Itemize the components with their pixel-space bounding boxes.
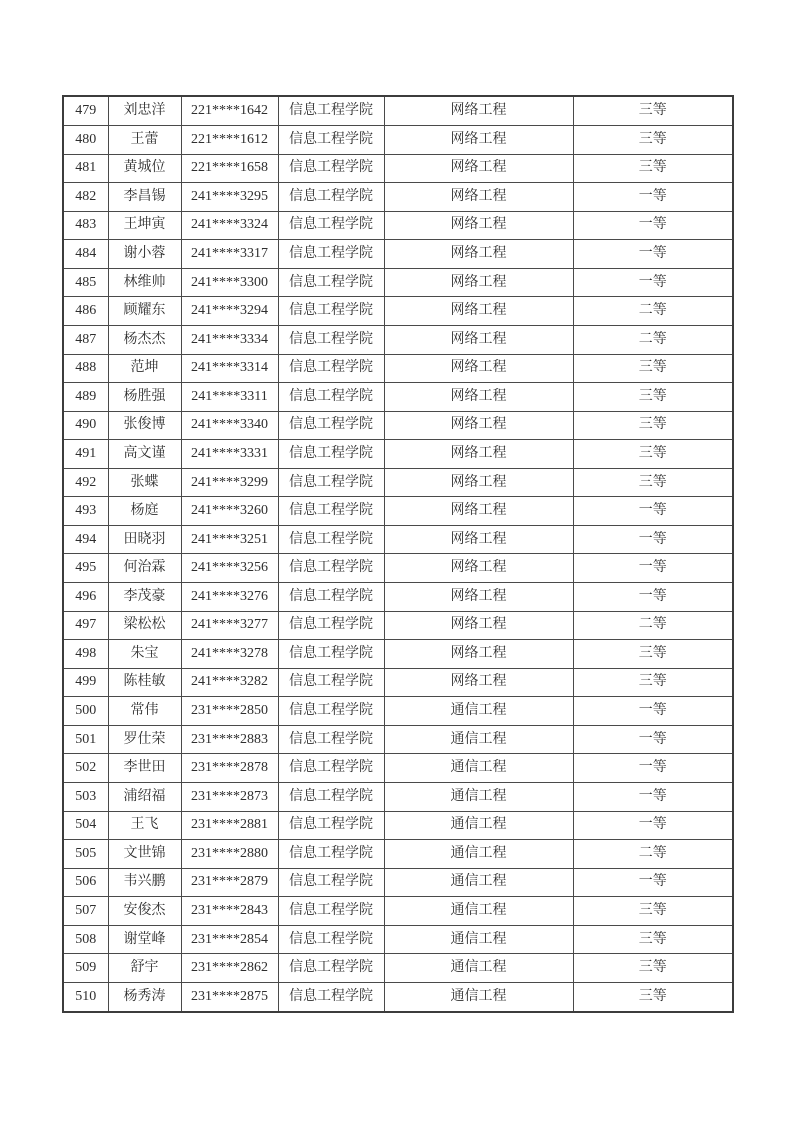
cell-award: 一等 [573, 554, 733, 583]
cell-major: 网络工程 [384, 468, 573, 497]
cell-name: 浦绍福 [108, 782, 181, 811]
cell-award: 三等 [573, 982, 733, 1012]
table-row [63, 640, 733, 669]
cell-student_id: 231****2880 [181, 840, 278, 869]
cell-major: 网络工程 [384, 183, 573, 212]
cell-college: 信息工程学院 [278, 468, 384, 497]
cell-college: 信息工程学院 [278, 554, 384, 583]
cell-student_id: 241****3251 [181, 525, 278, 554]
cell-award: 三等 [573, 468, 733, 497]
cell-name: 李昌锡 [108, 183, 181, 212]
cell-college: 信息工程学院 [278, 240, 384, 269]
cell-major: 网络工程 [384, 611, 573, 640]
cell-major: 网络工程 [384, 583, 573, 612]
cell-student_id: 241****3299 [181, 468, 278, 497]
award-list-table [62, 95, 734, 1013]
cell-major: 网络工程 [384, 668, 573, 697]
cell-student_id: 241****3334 [181, 325, 278, 354]
cell-index: 491 [63, 440, 108, 469]
cell-student_id: 231****2881 [181, 811, 278, 840]
cell-student_id: 231****2879 [181, 868, 278, 897]
table-row [63, 126, 733, 155]
cell-award: 一等 [573, 525, 733, 554]
cell-major: 网络工程 [384, 497, 573, 526]
cell-name: 常伟 [108, 697, 181, 726]
cell-award: 一等 [573, 697, 733, 726]
cell-college: 信息工程学院 [278, 782, 384, 811]
cell-index: 493 [63, 497, 108, 526]
cell-index: 490 [63, 411, 108, 440]
cell-major: 网络工程 [384, 297, 573, 326]
cell-major: 网络工程 [384, 96, 573, 126]
cell-award: 一等 [573, 183, 733, 212]
cell-college: 信息工程学院 [278, 697, 384, 726]
cell-college: 信息工程学院 [278, 868, 384, 897]
cell-name: 王飞 [108, 811, 181, 840]
cell-index: 504 [63, 811, 108, 840]
cell-major: 通信工程 [384, 897, 573, 926]
cell-college: 信息工程学院 [278, 126, 384, 155]
table-row [63, 297, 733, 326]
cell-college: 信息工程学院 [278, 268, 384, 297]
cell-award: 二等 [573, 325, 733, 354]
cell-college: 信息工程学院 [278, 154, 384, 183]
cell-major: 网络工程 [384, 126, 573, 155]
table-body [63, 96, 733, 1012]
cell-student_id: 231****2854 [181, 925, 278, 954]
cell-student_id: 221****1658 [181, 154, 278, 183]
table-row [63, 583, 733, 612]
table-row [63, 497, 733, 526]
cell-college: 信息工程学院 [278, 440, 384, 469]
cell-college: 信息工程学院 [278, 954, 384, 983]
cell-college: 信息工程学院 [278, 840, 384, 869]
cell-major: 网络工程 [384, 240, 573, 269]
cell-major: 网络工程 [384, 440, 573, 469]
table-row [63, 468, 733, 497]
table-row [63, 411, 733, 440]
cell-college: 信息工程学院 [278, 525, 384, 554]
cell-name: 李茂豪 [108, 583, 181, 612]
cell-student_id: 241****3276 [181, 583, 278, 612]
cell-index: 498 [63, 640, 108, 669]
cell-student_id: 241****3277 [181, 611, 278, 640]
cell-student_id: 241****3324 [181, 211, 278, 240]
cell-name: 罗仕荣 [108, 725, 181, 754]
cell-student_id: 221****1612 [181, 126, 278, 155]
cell-award: 三等 [573, 383, 733, 412]
cell-name: 张俊博 [108, 411, 181, 440]
cell-award: 一等 [573, 583, 733, 612]
cell-student_id: 241****3300 [181, 268, 278, 297]
cell-major: 通信工程 [384, 982, 573, 1012]
cell-college: 信息工程学院 [278, 982, 384, 1012]
table-row [63, 725, 733, 754]
table-row [63, 868, 733, 897]
cell-name: 陈桂敏 [108, 668, 181, 697]
cell-student_id: 241****3256 [181, 554, 278, 583]
cell-award: 一等 [573, 725, 733, 754]
cell-student_id: 231****2883 [181, 725, 278, 754]
cell-award: 一等 [573, 211, 733, 240]
table-row [63, 668, 733, 697]
cell-student_id: 241****3331 [181, 440, 278, 469]
cell-name: 何治霖 [108, 554, 181, 583]
cell-index: 483 [63, 211, 108, 240]
cell-award: 一等 [573, 240, 733, 269]
cell-college: 信息工程学院 [278, 811, 384, 840]
cell-major: 通信工程 [384, 754, 573, 783]
cell-name: 韦兴鹏 [108, 868, 181, 897]
cell-index: 497 [63, 611, 108, 640]
cell-student_id: 231****2878 [181, 754, 278, 783]
table-row [63, 554, 733, 583]
cell-award: 一等 [573, 811, 733, 840]
cell-index: 502 [63, 754, 108, 783]
table-row [63, 925, 733, 954]
table-row [63, 383, 733, 412]
cell-index: 496 [63, 583, 108, 612]
cell-major: 通信工程 [384, 954, 573, 983]
cell-index: 489 [63, 383, 108, 412]
cell-name: 安俊杰 [108, 897, 181, 926]
cell-name: 刘忠洋 [108, 96, 181, 126]
cell-name: 林维帅 [108, 268, 181, 297]
cell-student_id: 241****3294 [181, 297, 278, 326]
cell-major: 网络工程 [384, 640, 573, 669]
cell-major: 网络工程 [384, 211, 573, 240]
cell-college: 信息工程学院 [278, 297, 384, 326]
cell-major: 网络工程 [384, 383, 573, 412]
cell-student_id: 231****2875 [181, 982, 278, 1012]
cell-index: 485 [63, 268, 108, 297]
table-row [63, 754, 733, 783]
cell-student_id: 231****2843 [181, 897, 278, 926]
cell-college: 信息工程学院 [278, 668, 384, 697]
cell-award: 三等 [573, 668, 733, 697]
cell-award: 三等 [573, 954, 733, 983]
cell-name: 王蕾 [108, 126, 181, 155]
cell-index: 492 [63, 468, 108, 497]
cell-major: 网络工程 [384, 325, 573, 354]
cell-award: 三等 [573, 354, 733, 383]
cell-award: 一等 [573, 782, 733, 811]
cell-award: 一等 [573, 268, 733, 297]
cell-award: 一等 [573, 497, 733, 526]
cell-index: 488 [63, 354, 108, 383]
cell-student_id: 221****1642 [181, 96, 278, 126]
cell-college: 信息工程学院 [278, 183, 384, 212]
table-row [63, 525, 733, 554]
cell-index: 510 [63, 982, 108, 1012]
cell-name: 黄城位 [108, 154, 181, 183]
cell-student_id: 241****3340 [181, 411, 278, 440]
cell-name: 范坤 [108, 354, 181, 383]
cell-index: 508 [63, 925, 108, 954]
table-row [63, 154, 733, 183]
cell-student_id: 241****3317 [181, 240, 278, 269]
cell-college: 信息工程学院 [278, 897, 384, 926]
cell-student_id: 241****3282 [181, 668, 278, 697]
cell-index: 500 [63, 697, 108, 726]
table-row [63, 782, 733, 811]
table-row [63, 354, 733, 383]
table-row [63, 697, 733, 726]
cell-college: 信息工程学院 [278, 96, 384, 126]
cell-index: 494 [63, 525, 108, 554]
cell-index: 509 [63, 954, 108, 983]
cell-award: 三等 [573, 154, 733, 183]
cell-award: 三等 [573, 411, 733, 440]
cell-index: 487 [63, 325, 108, 354]
cell-college: 信息工程学院 [278, 640, 384, 669]
cell-award: 三等 [573, 126, 733, 155]
cell-major: 网络工程 [384, 525, 573, 554]
table-row [63, 183, 733, 212]
cell-college: 信息工程学院 [278, 325, 384, 354]
cell-name: 田晓羽 [108, 525, 181, 554]
cell-college: 信息工程学院 [278, 925, 384, 954]
cell-name: 高文谨 [108, 440, 181, 469]
cell-college: 信息工程学院 [278, 725, 384, 754]
cell-major: 网络工程 [384, 354, 573, 383]
cell-index: 506 [63, 868, 108, 897]
cell-index: 499 [63, 668, 108, 697]
cell-major: 通信工程 [384, 725, 573, 754]
cell-major: 网络工程 [384, 411, 573, 440]
cell-name: 顾耀东 [108, 297, 181, 326]
cell-college: 信息工程学院 [278, 497, 384, 526]
cell-name: 谢堂峰 [108, 925, 181, 954]
cell-college: 信息工程学院 [278, 354, 384, 383]
cell-major: 通信工程 [384, 782, 573, 811]
cell-student_id: 241****3260 [181, 497, 278, 526]
cell-student_id: 241****3295 [181, 183, 278, 212]
cell-award: 二等 [573, 297, 733, 326]
cell-college: 信息工程学院 [278, 383, 384, 412]
cell-name: 谢小蓉 [108, 240, 181, 269]
cell-index: 482 [63, 183, 108, 212]
cell-award: 三等 [573, 897, 733, 926]
cell-index: 479 [63, 96, 108, 126]
table-row [63, 268, 733, 297]
cell-index: 481 [63, 154, 108, 183]
cell-index: 503 [63, 782, 108, 811]
table-row [63, 325, 733, 354]
table-row [63, 840, 733, 869]
cell-name: 杨杰杰 [108, 325, 181, 354]
cell-index: 495 [63, 554, 108, 583]
cell-award: 三等 [573, 640, 733, 669]
cell-award: 三等 [573, 925, 733, 954]
cell-major: 网络工程 [384, 268, 573, 297]
table-row [63, 96, 733, 126]
cell-college: 信息工程学院 [278, 611, 384, 640]
cell-name: 文世锦 [108, 840, 181, 869]
cell-name: 张蝶 [108, 468, 181, 497]
table-row [63, 811, 733, 840]
cell-name: 梁松松 [108, 611, 181, 640]
cell-name: 舒宇 [108, 954, 181, 983]
cell-award: 三等 [573, 440, 733, 469]
cell-major: 通信工程 [384, 840, 573, 869]
cell-major: 通信工程 [384, 811, 573, 840]
cell-student_id: 231****2862 [181, 954, 278, 983]
table-row [63, 240, 733, 269]
cell-award: 二等 [573, 840, 733, 869]
cell-major: 网络工程 [384, 554, 573, 583]
cell-college: 信息工程学院 [278, 583, 384, 612]
cell-award: 二等 [573, 611, 733, 640]
cell-student_id: 241****3314 [181, 354, 278, 383]
cell-name: 李世田 [108, 754, 181, 783]
cell-index: 505 [63, 840, 108, 869]
cell-name: 朱宝 [108, 640, 181, 669]
cell-major: 网络工程 [384, 154, 573, 183]
table-row [63, 440, 733, 469]
cell-name: 杨秀涛 [108, 982, 181, 1012]
table-row [63, 982, 733, 1012]
cell-college: 信息工程学院 [278, 411, 384, 440]
cell-award: 一等 [573, 868, 733, 897]
cell-index: 480 [63, 126, 108, 155]
table-row [63, 611, 733, 640]
cell-name: 杨庭 [108, 497, 181, 526]
cell-major: 通信工程 [384, 925, 573, 954]
cell-index: 507 [63, 897, 108, 926]
cell-award: 一等 [573, 754, 733, 783]
cell-major: 通信工程 [384, 868, 573, 897]
cell-name: 杨胜强 [108, 383, 181, 412]
cell-index: 486 [63, 297, 108, 326]
cell-index: 484 [63, 240, 108, 269]
cell-student_id: 231****2850 [181, 697, 278, 726]
table-row [63, 954, 733, 983]
table-row [63, 211, 733, 240]
cell-college: 信息工程学院 [278, 754, 384, 783]
cell-student_id: 231****2873 [181, 782, 278, 811]
cell-name: 王坤寅 [108, 211, 181, 240]
cell-index: 501 [63, 725, 108, 754]
cell-student_id: 241****3278 [181, 640, 278, 669]
cell-student_id: 241****3311 [181, 383, 278, 412]
cell-award: 三等 [573, 96, 733, 126]
table-row [63, 897, 733, 926]
cell-major: 通信工程 [384, 697, 573, 726]
cell-college: 信息工程学院 [278, 211, 384, 240]
